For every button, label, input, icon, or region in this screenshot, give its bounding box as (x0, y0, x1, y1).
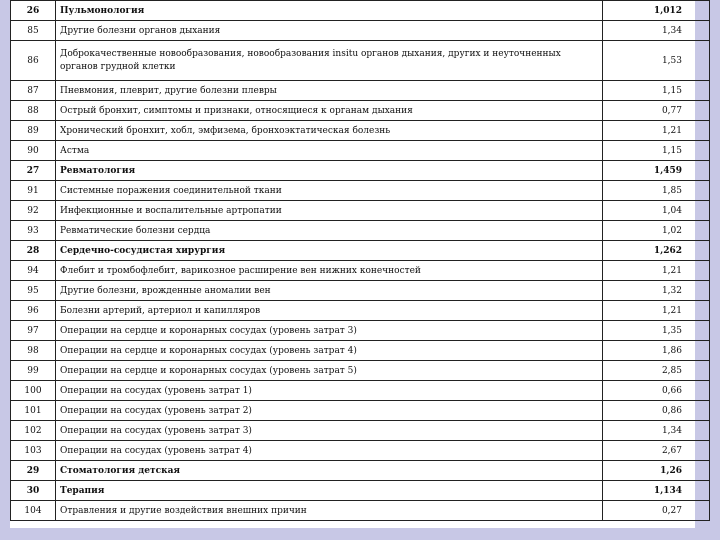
row-name: Ревматические болезни сердца (56, 221, 603, 241)
table-row (11, 501, 710, 521)
row-name: Отравления и другие воздействия внешних причин (56, 501, 603, 521)
row-name: Инфекционные и воспалительные артропатии (56, 201, 603, 221)
row-code: 99 (11, 361, 56, 381)
row-value: 1,86 (603, 341, 710, 361)
row-name: Операции на сосудах (уровень затрат 2) (56, 401, 603, 421)
row-value: 0,77 (603, 101, 710, 121)
table-body (11, 1, 710, 521)
row-name: Острый бронхит, симптомы и признаки, относящиеся к органам дыхания (56, 101, 603, 121)
row-name: Пневмония, плеврит, другие болезни плевры (56, 81, 603, 101)
row-code: 26 (11, 1, 56, 21)
row-code: 89 (11, 121, 56, 141)
row-name: Операции на сосудах (уровень затрат 1) (56, 381, 603, 401)
row-value: 1,32 (603, 281, 710, 301)
section-row (11, 1, 710, 21)
table-row (11, 81, 710, 101)
row-value: 1,04 (603, 201, 710, 221)
row-value: 1,35 (603, 321, 710, 341)
row-name: Операции на сердце и коронарных сосудах (уровень затрат 4) (56, 341, 603, 361)
table-row (11, 401, 710, 421)
row-value: 1,15 (603, 81, 710, 101)
row-name: Флебит и тромбофлебит, варикозное расширение вен нижних конечностей (56, 261, 603, 281)
row-name: Операции на сосудах (уровень затрат 4) (56, 441, 603, 461)
document-page (10, 0, 695, 528)
table-row (11, 141, 710, 161)
row-code: 87 (11, 81, 56, 101)
row-value: 0,66 (603, 381, 710, 401)
row-value: 1,02 (603, 221, 710, 241)
row-value: 1,21 (603, 121, 710, 141)
table-row (11, 181, 710, 201)
table-row (11, 341, 710, 361)
row-name: Болезни артерий, артериол и капилляров (56, 301, 603, 321)
row-name: Астма (56, 141, 603, 161)
table-row (11, 281, 710, 301)
row-code: 92 (11, 201, 56, 221)
row-name: Хронический бронхит, хобл, эмфизема, бронхоэктатическая болезнь (56, 121, 603, 141)
row-code: 101 (11, 401, 56, 421)
row-value: 0,86 (603, 401, 710, 421)
row-code: 100 (11, 381, 56, 401)
table-row (11, 361, 710, 381)
row-name: Операции на сосудах (уровень затрат 3) (56, 421, 603, 441)
table-row (11, 201, 710, 221)
row-value: 1,134 (603, 481, 710, 501)
row-value: 2,85 (603, 361, 710, 381)
row-value: 1,262 (603, 241, 710, 261)
row-value: 1,459 (603, 161, 710, 181)
section-row (11, 481, 710, 501)
row-name: Операции на сердце и коронарных сосудах (уровень затрат 3) (56, 321, 603, 341)
row-code: 88 (11, 101, 56, 121)
row-code: 94 (11, 261, 56, 281)
row-name: Стоматология детская (56, 461, 603, 481)
row-value: 1,012 (603, 1, 710, 21)
row-name: Сердечно-сосудистая хирургия (56, 241, 603, 261)
table-row (11, 301, 710, 321)
table-row (11, 101, 710, 121)
table-row (11, 21, 710, 41)
row-code: 104 (11, 501, 56, 521)
row-value: 0,27 (603, 501, 710, 521)
row-code: 98 (11, 341, 56, 361)
row-code: 97 (11, 321, 56, 341)
row-value: 1,85 (603, 181, 710, 201)
row-name: Другие болезни, врожденные аномалии вен (56, 281, 603, 301)
table-row (11, 121, 710, 141)
row-value: 2,67 (603, 441, 710, 461)
row-name: Системные поражения соединительной ткани (56, 181, 603, 201)
row-name: Другие болезни органов дыхания (56, 21, 603, 41)
row-code: 96 (11, 301, 56, 321)
row-code: 93 (11, 221, 56, 241)
row-name: Операции на сердце и коронарных сосудах (уровень затрат 5) (56, 361, 603, 381)
table-row (11, 41, 710, 81)
row-value: 1,21 (603, 301, 710, 321)
row-code: 28 (11, 241, 56, 261)
row-code: 91 (11, 181, 56, 201)
row-name: Терапия (56, 481, 603, 501)
row-name: Пульмонология (56, 1, 603, 21)
row-value: 1,15 (603, 141, 710, 161)
table-row (11, 261, 710, 281)
row-value: 1,21 (603, 261, 710, 281)
table-row (11, 421, 710, 441)
row-code: 29 (11, 461, 56, 481)
row-code: 30 (11, 481, 56, 501)
table-row (11, 321, 710, 341)
row-name: Доброкачественные новообразования, новообразования insitu органов дыхания, других и неуточненных органов грудной клетки (56, 41, 603, 81)
row-code: 90 (11, 141, 56, 161)
row-value: 1,34 (603, 421, 710, 441)
section-row (11, 161, 710, 181)
table-row (11, 221, 710, 241)
table-row (11, 381, 710, 401)
table-row (11, 441, 710, 461)
row-code: 86 (11, 41, 56, 81)
row-code: 27 (11, 161, 56, 181)
row-code: 103 (11, 441, 56, 461)
row-code: 102 (11, 421, 56, 441)
row-value: 1,34 (603, 21, 710, 41)
row-value: 1,53 (603, 41, 710, 81)
section-row (11, 461, 710, 481)
row-value: 1,26 (603, 461, 710, 481)
row-code: 95 (11, 281, 56, 301)
coefficients-table (10, 0, 710, 521)
row-name: Ревматология (56, 161, 603, 181)
section-row (11, 241, 710, 261)
row-code: 85 (11, 21, 56, 41)
